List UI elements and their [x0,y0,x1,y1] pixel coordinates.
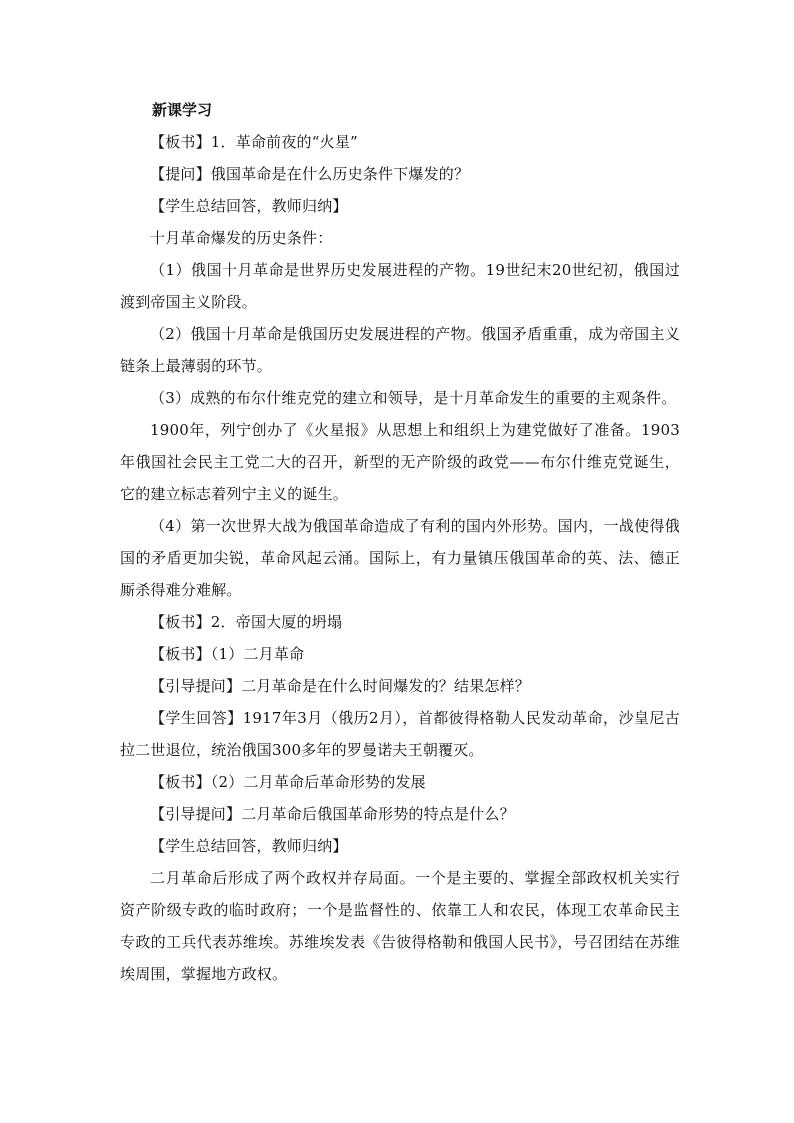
paragraph-student-summary-2: 【学生总结回答，教师归纳】 [150,837,348,855]
paragraph-condition-3: （3）成熟的布尔什维克党的建立和领导，是十月革命发生的重要的主观条件。 [150,389,677,407]
paragraph-spark-newspaper: 1900年，列宁创办了《火星报》从思想上和组织上为建党做好了准备。1903年俄国社会民主工党二大的召开，新型的无产阶级的政党——布尔什维克党诞生，它的建立标志着列宁主义的诞生。 [120,421,680,503]
paragraph-question-1: 【提问】俄国革命是在什么历史条件下爆发的？ [150,165,470,183]
paragraph-condition-1: （1）俄国十月革命是世界历史发展进程的产物。19世纪末20世纪初，俄国过渡到帝国主义阶段。 [120,261,680,311]
document-page [120,94,680,990]
paragraph-board-note-development: 【板书】（2）二月革命后革命形势的发展 [150,773,426,791]
paragraph-board-note-1: 【板书】1．革命前夜的“火星” [150,133,358,151]
paragraph-board-note-february: 【板书】（1）二月革命 [150,645,305,663]
section-heading: 新课学习 [152,101,213,119]
paragraph-condition-2: （2）俄国十月革命是俄国历史发展进程的产物。俄国矛盾重重，成为帝国主义链条上最薄弱的环节。 [120,325,680,375]
paragraph-condition-4: （4）第一次世界大战为俄国革命造成了有利的国内外形势。国内，一战使得俄国的矛盾更加尖锐，革命风起云涌。国际上，有力量镇压俄国革命的英、法、德正厮杀得难分难解。 [120,517,680,599]
paragraph-board-note-2: 【板书】2．帝国大厦的坍塌 [150,613,343,631]
paragraph-guided-question-2: 【引导提问】二月革命后俄国革命形势的特点是什么？ [150,805,515,823]
paragraph-dual-power: 二月革命后形成了两个政权并存局面。一个是主要的、掌握全部政权机关实行资产阶级专政的临时政府；一个是监督性的、依靠工人和农民，体现工农革命民主专政的工兵代表苏维埃。苏维埃发表《告彼得格勒和俄国人民书》，号召团结在苏维埃周围，掌握地方政权。 [120,869,680,983]
paragraph-student-answer: 【学生回答】1917年3月（俄历2月），首都彼得格勒人民发动革命，沙皇尼古拉二世退位，统治俄国300多年的罗曼诺夫王朝覆灭。 [120,709,680,759]
paragraph-guided-question-1: 【引导提问】二月革命是在什么时间爆发的？结果怎样？ [150,677,531,695]
paragraph-student-summary-1: 【学生总结回答，教师归纳】 [150,197,348,215]
paragraph-conditions-intro: 十月革命爆发的历史条件： [150,229,333,247]
